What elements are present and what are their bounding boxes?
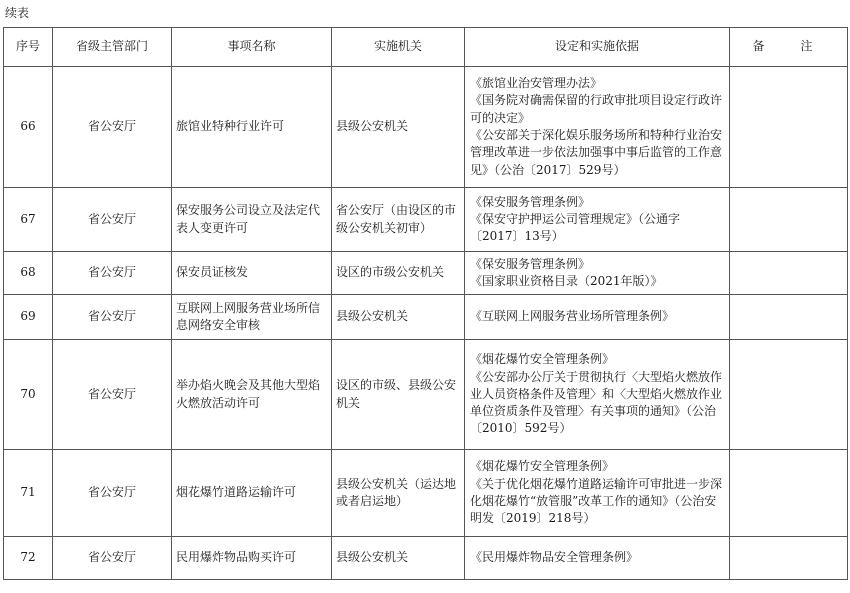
cell-item: 烟花爆竹道路运输许可 [172, 450, 332, 537]
header-remark: 备 注 [730, 28, 848, 67]
table-row [4, 67, 848, 188]
cell-remark [730, 340, 848, 450]
cell-dept: 省公安厅 [53, 67, 172, 188]
cell-agency: 设区的市级、县级公安机关 [332, 340, 465, 450]
cell-item: 举办焰火晚会及其他大型焰火燃放活动许可 [172, 340, 332, 450]
cell-agency: 县级公安机关 [332, 67, 465, 188]
cell-dept: 省公安厅 [53, 450, 172, 537]
cell-remark [730, 188, 848, 252]
basis-line: 《公安部关于深化娱乐服务场所和特种行业治安管理改革进一步依法加强事中事后监管的工作意见》（公治〔2017〕529号） [470, 128, 723, 177]
cell-remark [730, 537, 848, 580]
cell-item: 保安员证核发 [172, 252, 332, 295]
cell-item: 互联网上网服务营业场所信息网络安全审核 [172, 295, 332, 340]
cell-no: 67 [4, 188, 53, 252]
table-header-row [4, 28, 848, 67]
cell-agency: 县级公安机关 [332, 295, 465, 340]
basis-line: 《烟花爆竹安全管理条例》 [470, 459, 615, 474]
cell-dept: 省公安厅 [53, 537, 172, 580]
cell-dept: 省公安厅 [53, 188, 172, 252]
table-row [4, 295, 848, 340]
cell-agency: 县级公安机关（运达地或者启运地） [332, 450, 465, 537]
cell-no: 66 [4, 67, 53, 188]
cell-basis [465, 537, 730, 580]
header-no: 序号 [4, 28, 53, 67]
header-dept: 省级主管部门 [53, 28, 172, 67]
cell-item: 保安服务公司设立及法定代表人变更许可 [172, 188, 332, 252]
table-row [4, 340, 848, 450]
cell-agency: 县级公安机关 [332, 537, 465, 580]
cell-basis [465, 252, 730, 295]
basis-line: 《保安服务管理条例》 [470, 194, 591, 209]
cell-no: 71 [4, 450, 53, 537]
header-agency: 实施机关 [332, 28, 465, 67]
table-row [4, 188, 848, 252]
header-basis: 设定和实施依据 [465, 28, 730, 67]
cell-remark [730, 252, 848, 295]
basis-line: 《国务院对确需保留的行政审批项目设定行政许可的决定》 [470, 93, 723, 125]
basis-line: 《互联网上网服务营业场所管理条例》 [470, 309, 675, 324]
cell-basis [465, 340, 730, 450]
permit-table [3, 27, 848, 580]
header-item: 事项名称 [172, 28, 332, 67]
cell-no: 72 [4, 537, 53, 580]
cell-remark [730, 450, 848, 537]
basis-line: 《保安守护押运公司管理规定》（公通字〔2017〕13号） [470, 211, 681, 244]
cell-remark [730, 67, 848, 188]
cell-dept: 省公安厅 [53, 295, 172, 340]
cell-no: 68 [4, 252, 53, 295]
cell-basis [465, 295, 730, 340]
cell-agency: 设区的市级公安机关 [332, 252, 465, 295]
table-caption: 续表 [5, 6, 30, 20]
cell-remark [730, 295, 848, 340]
basis-line: 《旅馆业治安管理办法》 [470, 76, 603, 91]
cell-agency: 省公安厅（由设区的市级公安机关初审） [332, 188, 465, 252]
cell-basis [465, 67, 730, 188]
cell-basis [465, 450, 730, 537]
cell-dept: 省公安厅 [53, 252, 172, 295]
cell-item: 民用爆炸物品购买许可 [172, 537, 332, 580]
cell-no: 69 [4, 295, 53, 340]
basis-line: 《保安服务管理条例》 [470, 256, 591, 271]
cell-item: 旅馆业特种行业许可 [172, 67, 332, 188]
basis-line: 《烟花爆竹安全管理条例》 [470, 352, 615, 367]
cell-basis [465, 188, 730, 252]
basis-line: 《关于优化烟花爆竹道路运输许可审批进一步深化烟花爆竹“放管服”改革工作的通知》（公治安明发〔2019〕218号） [470, 476, 723, 526]
basis-line: 《民用爆炸物品安全管理条例》 [470, 550, 639, 565]
table-row [4, 252, 848, 295]
basis-line: 《公安部办公厅关于贯彻执行〈大型焰火燃放作业人员资格条件及管理〉和〈大型焰火燃放作业单位资质条件及管理〉有关事项的通知》（公治〔2010〕592号） [470, 369, 723, 436]
basis-line: 《国家职业资格目录（2021年版）》 [470, 274, 663, 288]
table-row [4, 450, 848, 537]
table-row [4, 537, 848, 580]
cell-no: 70 [4, 340, 53, 450]
cell-dept: 省公安厅 [53, 340, 172, 450]
